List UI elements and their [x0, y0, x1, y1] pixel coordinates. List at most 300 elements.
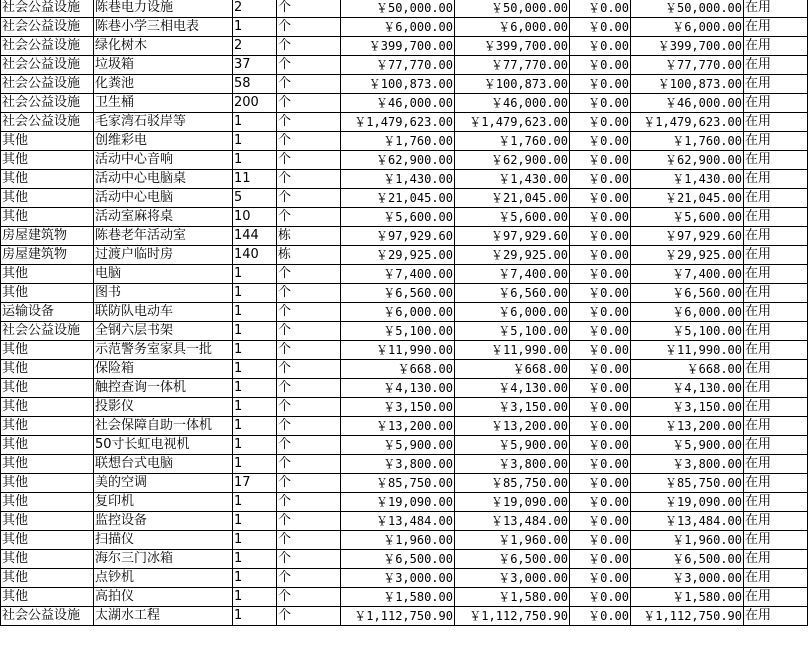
- net-value-cell[interactable]: ￥3,150.00: [631, 398, 744, 417]
- unit-cell[interactable]: 个: [277, 341, 341, 360]
- asset-name-cell[interactable]: 触控查询一体机: [94, 379, 233, 398]
- asset-name-cell[interactable]: 全钢六层书架: [94, 322, 233, 341]
- depreciation-cell[interactable]: ￥0.00: [570, 37, 631, 56]
- depreciation-cell[interactable]: ￥0.00: [570, 569, 631, 588]
- category-cell[interactable]: 社会公益设施: [1, 322, 94, 341]
- book-value-cell[interactable]: ￥1,760.00: [455, 132, 570, 151]
- original-value-cell[interactable]: ￥50,000.00: [341, 0, 455, 18]
- table-row: [1, 512, 808, 531]
- asset-name-cell[interactable]: 复印机: [94, 493, 233, 512]
- status-cell[interactable]: 在用: [744, 512, 808, 531]
- net-value-cell[interactable]: ￥6,500.00: [631, 550, 744, 569]
- net-value-cell[interactable]: ￥1,580.00: [631, 588, 744, 607]
- depreciation-cell[interactable]: ￥0.00: [570, 550, 631, 569]
- quantity-cell[interactable]: 1: [233, 341, 277, 360]
- net-value-cell[interactable]: ￥21,045.00: [631, 189, 744, 208]
- quantity-cell[interactable]: 1: [233, 398, 277, 417]
- original-value-cell[interactable]: ￥11,990.00: [341, 341, 455, 360]
- status-cell[interactable]: 在用: [744, 531, 808, 550]
- category-cell[interactable]: 社会公益设施: [1, 113, 94, 132]
- book-value-cell[interactable]: ￥85,750.00: [455, 474, 570, 493]
- original-value-cell[interactable]: ￥399,700.00: [341, 37, 455, 56]
- net-value-cell[interactable]: ￥3,000.00: [631, 569, 744, 588]
- unit-cell[interactable]: 个: [277, 113, 341, 132]
- original-value-cell[interactable]: ￥62,900.00: [341, 151, 455, 170]
- status-cell[interactable]: 在用: [744, 493, 808, 512]
- depreciation-cell[interactable]: ￥0.00: [570, 170, 631, 189]
- original-value-cell[interactable]: ￥5,100.00: [341, 322, 455, 341]
- asset-name-cell[interactable]: 活动中心电脑桌: [94, 170, 233, 189]
- category-cell[interactable]: 其他: [1, 189, 94, 208]
- depreciation-cell[interactable]: ￥0.00: [570, 341, 631, 360]
- depreciation-cell[interactable]: ￥0.00: [570, 0, 631, 18]
- quantity-cell[interactable]: 1: [233, 265, 277, 284]
- status-cell[interactable]: 在用: [744, 360, 808, 379]
- book-value-cell[interactable]: ￥6,500.00: [455, 550, 570, 569]
- category-cell[interactable]: 房屋建筑物: [1, 227, 94, 246]
- asset-name-cell[interactable]: 电脑: [94, 265, 233, 284]
- net-value-cell[interactable]: ￥399,700.00: [631, 37, 744, 56]
- book-value-cell[interactable]: ￥3,000.00: [455, 569, 570, 588]
- category-cell[interactable]: 其他: [1, 512, 94, 531]
- status-cell[interactable]: 在用: [744, 474, 808, 493]
- asset-name-cell[interactable]: 太湖水工程: [94, 607, 233, 626]
- net-value-cell[interactable]: ￥5,900.00: [631, 436, 744, 455]
- depreciation-cell[interactable]: ￥0.00: [570, 436, 631, 455]
- asset-name-cell[interactable]: 活动中心电脑: [94, 189, 233, 208]
- unit-cell[interactable]: 个: [277, 151, 341, 170]
- book-value-cell[interactable]: ￥3,800.00: [455, 455, 570, 474]
- original-value-cell[interactable]: ￥21,045.00: [341, 189, 455, 208]
- category-cell[interactable]: 其他: [1, 531, 94, 550]
- status-cell[interactable]: 在用: [744, 550, 808, 569]
- original-value-cell[interactable]: ￥97,929.60: [341, 227, 455, 246]
- depreciation-cell[interactable]: ￥0.00: [570, 189, 631, 208]
- asset-name-cell[interactable]: 创维彩电: [94, 132, 233, 151]
- unit-cell[interactable]: 个: [277, 75, 341, 94]
- quantity-cell[interactable]: 1: [233, 569, 277, 588]
- book-value-cell[interactable]: ￥3,150.00: [455, 398, 570, 417]
- book-value-cell[interactable]: ￥13,200.00: [455, 417, 570, 436]
- category-cell[interactable]: 房屋建筑物: [1, 246, 94, 265]
- net-value-cell[interactable]: ￥6,000.00: [631, 18, 744, 37]
- asset-name-cell[interactable]: 联想台式电脑: [94, 455, 233, 474]
- category-cell[interactable]: 社会公益设施: [1, 56, 94, 75]
- book-value-cell[interactable]: ￥6,560.00: [455, 284, 570, 303]
- depreciation-cell[interactable]: ￥0.00: [570, 113, 631, 132]
- unit-cell[interactable]: 个: [277, 417, 341, 436]
- category-cell[interactable]: 其他: [1, 151, 94, 170]
- asset-name-cell[interactable]: 50寸长虹电视机: [94, 436, 233, 455]
- unit-cell[interactable]: 个: [277, 0, 341, 18]
- unit-cell[interactable]: 个: [277, 37, 341, 56]
- quantity-cell[interactable]: 1: [233, 322, 277, 341]
- book-value-cell[interactable]: ￥668.00: [455, 360, 570, 379]
- unit-cell[interactable]: 个: [277, 265, 341, 284]
- original-value-cell[interactable]: ￥3,800.00: [341, 455, 455, 474]
- net-value-cell[interactable]: ￥1,760.00: [631, 132, 744, 151]
- original-value-cell[interactable]: ￥29,925.00: [341, 246, 455, 265]
- quantity-cell[interactable]: 11: [233, 170, 277, 189]
- unit-cell[interactable]: 栋: [277, 227, 341, 246]
- book-value-cell[interactable]: ￥399,700.00: [455, 37, 570, 56]
- book-value-cell[interactable]: ￥5,600.00: [455, 208, 570, 227]
- net-value-cell[interactable]: ￥7,400.00: [631, 265, 744, 284]
- unit-cell[interactable]: 个: [277, 493, 341, 512]
- table-row: [1, 37, 808, 56]
- depreciation-cell[interactable]: ￥0.00: [570, 246, 631, 265]
- net-value-cell[interactable]: ￥29,925.00: [631, 246, 744, 265]
- original-value-cell[interactable]: ￥4,130.00: [341, 379, 455, 398]
- book-value-cell[interactable]: ￥4,130.00: [455, 379, 570, 398]
- depreciation-cell[interactable]: ￥0.00: [570, 322, 631, 341]
- category-cell[interactable]: 其他: [1, 170, 94, 189]
- quantity-cell[interactable]: 200: [233, 94, 277, 113]
- depreciation-cell[interactable]: ￥0.00: [570, 455, 631, 474]
- quantity-cell[interactable]: 1: [233, 607, 277, 626]
- quantity-cell[interactable]: 5: [233, 189, 277, 208]
- net-value-cell[interactable]: ￥1,479,623.00: [631, 113, 744, 132]
- depreciation-cell[interactable]: ￥0.00: [570, 208, 631, 227]
- quantity-cell[interactable]: 1: [233, 360, 277, 379]
- net-value-cell[interactable]: ￥4,130.00: [631, 379, 744, 398]
- book-value-cell[interactable]: ￥7,400.00: [455, 265, 570, 284]
- book-value-cell[interactable]: ￥97,929.60: [455, 227, 570, 246]
- original-value-cell[interactable]: ￥1,430.00: [341, 170, 455, 189]
- depreciation-cell[interactable]: ￥0.00: [570, 151, 631, 170]
- original-value-cell[interactable]: ￥1,580.00: [341, 588, 455, 607]
- category-cell[interactable]: 社会公益设施: [1, 94, 94, 113]
- status-cell[interactable]: 在用: [744, 56, 808, 75]
- category-cell[interactable]: 其他: [1, 360, 94, 379]
- depreciation-cell[interactable]: ￥0.00: [570, 379, 631, 398]
- quantity-cell[interactable]: 1: [233, 18, 277, 37]
- quantity-cell[interactable]: 1: [233, 588, 277, 607]
- category-cell[interactable]: 其他: [1, 455, 94, 474]
- unit-cell[interactable]: 个: [277, 56, 341, 75]
- status-cell[interactable]: 在用: [744, 303, 808, 322]
- book-value-cell[interactable]: ￥5,900.00: [455, 436, 570, 455]
- category-cell[interactable]: 其他: [1, 493, 94, 512]
- quantity-cell[interactable]: 1: [233, 379, 277, 398]
- unit-cell[interactable]: 个: [277, 455, 341, 474]
- net-value-cell[interactable]: ￥6,560.00: [631, 284, 744, 303]
- asset-name-cell[interactable]: 社会保障自助一体机: [94, 417, 233, 436]
- original-value-cell[interactable]: ￥100,873.00: [341, 75, 455, 94]
- book-value-cell[interactable]: ￥13,484.00: [455, 512, 570, 531]
- asset-name-cell[interactable]: 活动室麻将桌: [94, 208, 233, 227]
- unit-cell[interactable]: 个: [277, 170, 341, 189]
- net-value-cell[interactable]: ￥19,090.00: [631, 493, 744, 512]
- status-cell[interactable]: 在用: [744, 246, 808, 265]
- category-cell[interactable]: 社会公益设施: [1, 18, 94, 37]
- depreciation-cell[interactable]: ￥0.00: [570, 75, 631, 94]
- depreciation-cell[interactable]: ￥0.00: [570, 18, 631, 37]
- status-cell[interactable]: 在用: [744, 607, 808, 626]
- depreciation-cell[interactable]: ￥0.00: [570, 56, 631, 75]
- status-cell[interactable]: 在用: [744, 132, 808, 151]
- asset-name-cell[interactable]: 监控设备: [94, 512, 233, 531]
- status-cell[interactable]: 在用: [744, 151, 808, 170]
- original-value-cell[interactable]: ￥6,500.00: [341, 550, 455, 569]
- original-value-cell[interactable]: ￥7,400.00: [341, 265, 455, 284]
- quantity-cell[interactable]: 2: [233, 37, 277, 56]
- status-cell[interactable]: 在用: [744, 398, 808, 417]
- status-cell[interactable]: 在用: [744, 341, 808, 360]
- asset-name-cell[interactable]: 垃圾箱: [94, 56, 233, 75]
- unit-cell[interactable]: 个: [277, 94, 341, 113]
- book-value-cell[interactable]: ￥100,873.00: [455, 75, 570, 94]
- net-value-cell[interactable]: ￥3,800.00: [631, 455, 744, 474]
- category-cell[interactable]: 其他: [1, 341, 94, 360]
- unit-cell[interactable]: 个: [277, 18, 341, 37]
- asset-name-cell[interactable]: 化粪池: [94, 75, 233, 94]
- status-cell[interactable]: 在用: [744, 208, 808, 227]
- status-cell[interactable]: 在用: [744, 227, 808, 246]
- asset-name-cell[interactable]: 美的空调: [94, 474, 233, 493]
- unit-cell[interactable]: 个: [277, 588, 341, 607]
- original-value-cell[interactable]: ￥85,750.00: [341, 474, 455, 493]
- table-row: [1, 246, 808, 265]
- net-value-cell[interactable]: ￥62,900.00: [631, 151, 744, 170]
- original-value-cell[interactable]: ￥5,600.00: [341, 208, 455, 227]
- status-cell[interactable]: 在用: [744, 94, 808, 113]
- asset-name-cell[interactable]: 过渡户临时房: [94, 246, 233, 265]
- unit-cell[interactable]: 个: [277, 303, 341, 322]
- status-cell[interactable]: 在用: [744, 113, 808, 132]
- original-value-cell[interactable]: ￥668.00: [341, 360, 455, 379]
- unit-cell[interactable]: 个: [277, 512, 341, 531]
- book-value-cell[interactable]: ￥1,960.00: [455, 531, 570, 550]
- net-value-cell[interactable]: ￥1,112,750.90: [631, 607, 744, 626]
- net-value-cell[interactable]: ￥97,929.60: [631, 227, 744, 246]
- original-value-cell[interactable]: ￥6,000.00: [341, 303, 455, 322]
- depreciation-cell[interactable]: ￥0.00: [570, 265, 631, 284]
- net-value-cell[interactable]: ￥668.00: [631, 360, 744, 379]
- original-value-cell[interactable]: ￥19,090.00: [341, 493, 455, 512]
- net-value-cell[interactable]: ￥1,430.00: [631, 170, 744, 189]
- depreciation-cell[interactable]: ￥0.00: [570, 531, 631, 550]
- quantity-cell[interactable]: 1: [233, 512, 277, 531]
- asset-name-cell[interactable]: 卫生桶: [94, 94, 233, 113]
- depreciation-cell[interactable]: ￥0.00: [570, 94, 631, 113]
- net-value-cell[interactable]: ￥5,100.00: [631, 322, 744, 341]
- book-value-cell[interactable]: ￥6,000.00: [455, 303, 570, 322]
- unit-cell[interactable]: 个: [277, 474, 341, 493]
- depreciation-cell[interactable]: ￥0.00: [570, 227, 631, 246]
- net-value-cell[interactable]: ￥77,770.00: [631, 56, 744, 75]
- net-value-cell[interactable]: ￥50,000.00: [631, 0, 744, 18]
- asset-name-cell[interactable]: 陈巷老年活动室: [94, 227, 233, 246]
- depreciation-cell[interactable]: ￥0.00: [570, 398, 631, 417]
- asset-name-cell[interactable]: 毛家湾石驳岸等: [94, 113, 233, 132]
- status-cell[interactable]: 在用: [744, 265, 808, 284]
- asset-name-cell[interactable]: 图书: [94, 284, 233, 303]
- unit-cell[interactable]: 栋: [277, 246, 341, 265]
- category-cell[interactable]: 社会公益设施: [1, 75, 94, 94]
- asset-name-cell[interactable]: 扫描仪: [94, 531, 233, 550]
- net-value-cell[interactable]: ￥11,990.00: [631, 341, 744, 360]
- category-cell[interactable]: 其他: [1, 398, 94, 417]
- status-cell[interactable]: 在用: [744, 37, 808, 56]
- net-value-cell[interactable]: ￥85,750.00: [631, 474, 744, 493]
- depreciation-cell[interactable]: ￥0.00: [570, 360, 631, 379]
- asset-name-cell[interactable]: 陈巷小学三相电表: [94, 18, 233, 37]
- category-cell[interactable]: 其他: [1, 132, 94, 151]
- quantity-cell[interactable]: 58: [233, 75, 277, 94]
- depreciation-cell[interactable]: ￥0.00: [570, 417, 631, 436]
- original-value-cell[interactable]: ￥3,150.00: [341, 398, 455, 417]
- status-cell[interactable]: 在用: [744, 588, 808, 607]
- quantity-cell[interactable]: 37: [233, 56, 277, 75]
- net-value-cell[interactable]: ￥100,873.00: [631, 75, 744, 94]
- quantity-cell[interactable]: 2: [233, 0, 277, 18]
- unit-cell[interactable]: 个: [277, 531, 341, 550]
- original-value-cell[interactable]: ￥1,112,750.90: [341, 607, 455, 626]
- net-value-cell[interactable]: ￥13,200.00: [631, 417, 744, 436]
- net-value-cell[interactable]: ￥46,000.00: [631, 94, 744, 113]
- net-value-cell[interactable]: ￥5,600.00: [631, 208, 744, 227]
- status-cell[interactable]: 在用: [744, 322, 808, 341]
- unit-cell[interactable]: 个: [277, 550, 341, 569]
- book-value-cell[interactable]: ￥19,090.00: [455, 493, 570, 512]
- category-cell[interactable]: 运输设备: [1, 303, 94, 322]
- book-value-cell[interactable]: ￥6,000.00: [455, 18, 570, 37]
- category-cell[interactable]: 社会公益设施: [1, 0, 94, 18]
- status-cell[interactable]: 在用: [744, 569, 808, 588]
- original-value-cell[interactable]: ￥6,560.00: [341, 284, 455, 303]
- unit-cell[interactable]: 个: [277, 607, 341, 626]
- status-cell[interactable]: 在用: [744, 417, 808, 436]
- depreciation-cell[interactable]: ￥0.00: [570, 474, 631, 493]
- quantity-cell[interactable]: 1: [233, 113, 277, 132]
- quantity-cell[interactable]: 1: [233, 550, 277, 569]
- category-cell[interactable]: 其他: [1, 284, 94, 303]
- unit-cell[interactable]: 个: [277, 379, 341, 398]
- unit-cell[interactable]: 个: [277, 284, 341, 303]
- category-cell[interactable]: 社会公益设施: [1, 37, 94, 56]
- status-cell[interactable]: 在用: [744, 284, 808, 303]
- quantity-cell[interactable]: 1: [233, 284, 277, 303]
- category-cell[interactable]: 其他: [1, 588, 94, 607]
- asset-name-cell[interactable]: 绿化树木: [94, 37, 233, 56]
- unit-cell[interactable]: 个: [277, 208, 341, 227]
- net-value-cell[interactable]: ￥13,484.00: [631, 512, 744, 531]
- net-value-cell[interactable]: ￥1,960.00: [631, 531, 744, 550]
- original-value-cell[interactable]: ￥3,000.00: [341, 569, 455, 588]
- asset-name-cell[interactable]: 示范警务室家具一批: [94, 341, 233, 360]
- original-value-cell[interactable]: ￥5,900.00: [341, 436, 455, 455]
- quantity-cell[interactable]: 1: [233, 436, 277, 455]
- quantity-cell[interactable]: 1: [233, 531, 277, 550]
- asset-name-cell[interactable]: 联防队电动车: [94, 303, 233, 322]
- original-value-cell[interactable]: ￥46,000.00: [341, 94, 455, 113]
- original-value-cell[interactable]: ￥13,200.00: [341, 417, 455, 436]
- book-value-cell[interactable]: ￥1,430.00: [455, 170, 570, 189]
- book-value-cell[interactable]: ￥1,112,750.90: [455, 607, 570, 626]
- book-value-cell[interactable]: ￥21,045.00: [455, 189, 570, 208]
- original-value-cell[interactable]: ￥13,484.00: [341, 512, 455, 531]
- depreciation-cell[interactable]: ￥0.00: [570, 607, 631, 626]
- unit-cell[interactable]: 个: [277, 189, 341, 208]
- status-cell[interactable]: 在用: [744, 189, 808, 208]
- depreciation-cell[interactable]: ￥0.00: [570, 303, 631, 322]
- book-value-cell[interactable]: ￥29,925.00: [455, 246, 570, 265]
- asset-name-cell[interactable]: 活动中心音响: [94, 151, 233, 170]
- category-cell[interactable]: 其他: [1, 265, 94, 284]
- quantity-cell[interactable]: 1: [233, 493, 277, 512]
- asset-name-cell[interactable]: 点钞机: [94, 569, 233, 588]
- unit-cell[interactable]: 个: [277, 360, 341, 379]
- category-cell[interactable]: 其他: [1, 379, 94, 398]
- category-cell[interactable]: 其他: [1, 550, 94, 569]
- original-value-cell[interactable]: ￥1,479,623.00: [341, 113, 455, 132]
- status-cell[interactable]: 在用: [744, 170, 808, 189]
- book-value-cell[interactable]: ￥1,580.00: [455, 588, 570, 607]
- quantity-cell[interactable]: 140: [233, 246, 277, 265]
- book-value-cell[interactable]: ￥77,770.00: [455, 56, 570, 75]
- category-cell[interactable]: 其他: [1, 474, 94, 493]
- status-cell[interactable]: 在用: [744, 75, 808, 94]
- net-value-cell[interactable]: ￥6,000.00: [631, 303, 744, 322]
- unit-cell[interactable]: 个: [277, 398, 341, 417]
- asset-name-cell[interactable]: 投影仪: [94, 398, 233, 417]
- depreciation-cell[interactable]: ￥0.00: [570, 512, 631, 531]
- original-value-cell[interactable]: ￥1,760.00: [341, 132, 455, 151]
- original-value-cell[interactable]: ￥6,000.00: [341, 18, 455, 37]
- quantity-cell[interactable]: 144: [233, 227, 277, 246]
- book-value-cell[interactable]: ￥46,000.00: [455, 94, 570, 113]
- book-value-cell[interactable]: ￥11,990.00: [455, 341, 570, 360]
- depreciation-cell[interactable]: ￥0.00: [570, 493, 631, 512]
- quantity-cell[interactable]: 10: [233, 208, 277, 227]
- unit-cell[interactable]: 个: [277, 132, 341, 151]
- unit-cell[interactable]: 个: [277, 436, 341, 455]
- book-value-cell[interactable]: ￥5,100.00: [455, 322, 570, 341]
- quantity-cell[interactable]: 1: [233, 303, 277, 322]
- quantity-cell[interactable]: 1: [233, 132, 277, 151]
- asset-name-cell[interactable]: 陈巷电力设施: [94, 0, 233, 18]
- status-cell[interactable]: 在用: [744, 436, 808, 455]
- status-cell[interactable]: 在用: [744, 379, 808, 398]
- status-cell[interactable]: 在用: [744, 18, 808, 37]
- quantity-cell[interactable]: 1: [233, 455, 277, 474]
- status-cell[interactable]: 在用: [744, 0, 808, 18]
- status-cell[interactable]: 在用: [744, 455, 808, 474]
- book-value-cell[interactable]: ￥50,000.00: [455, 0, 570, 18]
- original-value-cell[interactable]: ￥77,770.00: [341, 56, 455, 75]
- depreciation-cell[interactable]: ￥0.00: [570, 284, 631, 303]
- unit-cell[interactable]: 个: [277, 569, 341, 588]
- asset-name-cell[interactable]: 保险箱: [94, 360, 233, 379]
- category-cell[interactable]: 其他: [1, 569, 94, 588]
- quantity-cell[interactable]: 17: [233, 474, 277, 493]
- unit-cell[interactable]: 个: [277, 322, 341, 341]
- category-cell[interactable]: 社会公益设施: [1, 607, 94, 626]
- depreciation-cell[interactable]: ￥0.00: [570, 132, 631, 151]
- category-cell[interactable]: 其他: [1, 208, 94, 227]
- quantity-cell[interactable]: 1: [233, 151, 277, 170]
- book-value-cell[interactable]: ￥62,900.00: [455, 151, 570, 170]
- quantity-cell[interactable]: 1: [233, 417, 277, 436]
- depreciation-cell[interactable]: ￥0.00: [570, 588, 631, 607]
- asset-name-cell[interactable]: 高拍仪: [94, 588, 233, 607]
- category-cell[interactable]: 其他: [1, 417, 94, 436]
- category-cell[interactable]: 其他: [1, 436, 94, 455]
- original-value-cell[interactable]: ￥1,960.00: [341, 531, 455, 550]
- book-value-cell[interactable]: ￥1,479,623.00: [455, 113, 570, 132]
- asset-name-cell[interactable]: 海尔三门冰箱: [94, 550, 233, 569]
